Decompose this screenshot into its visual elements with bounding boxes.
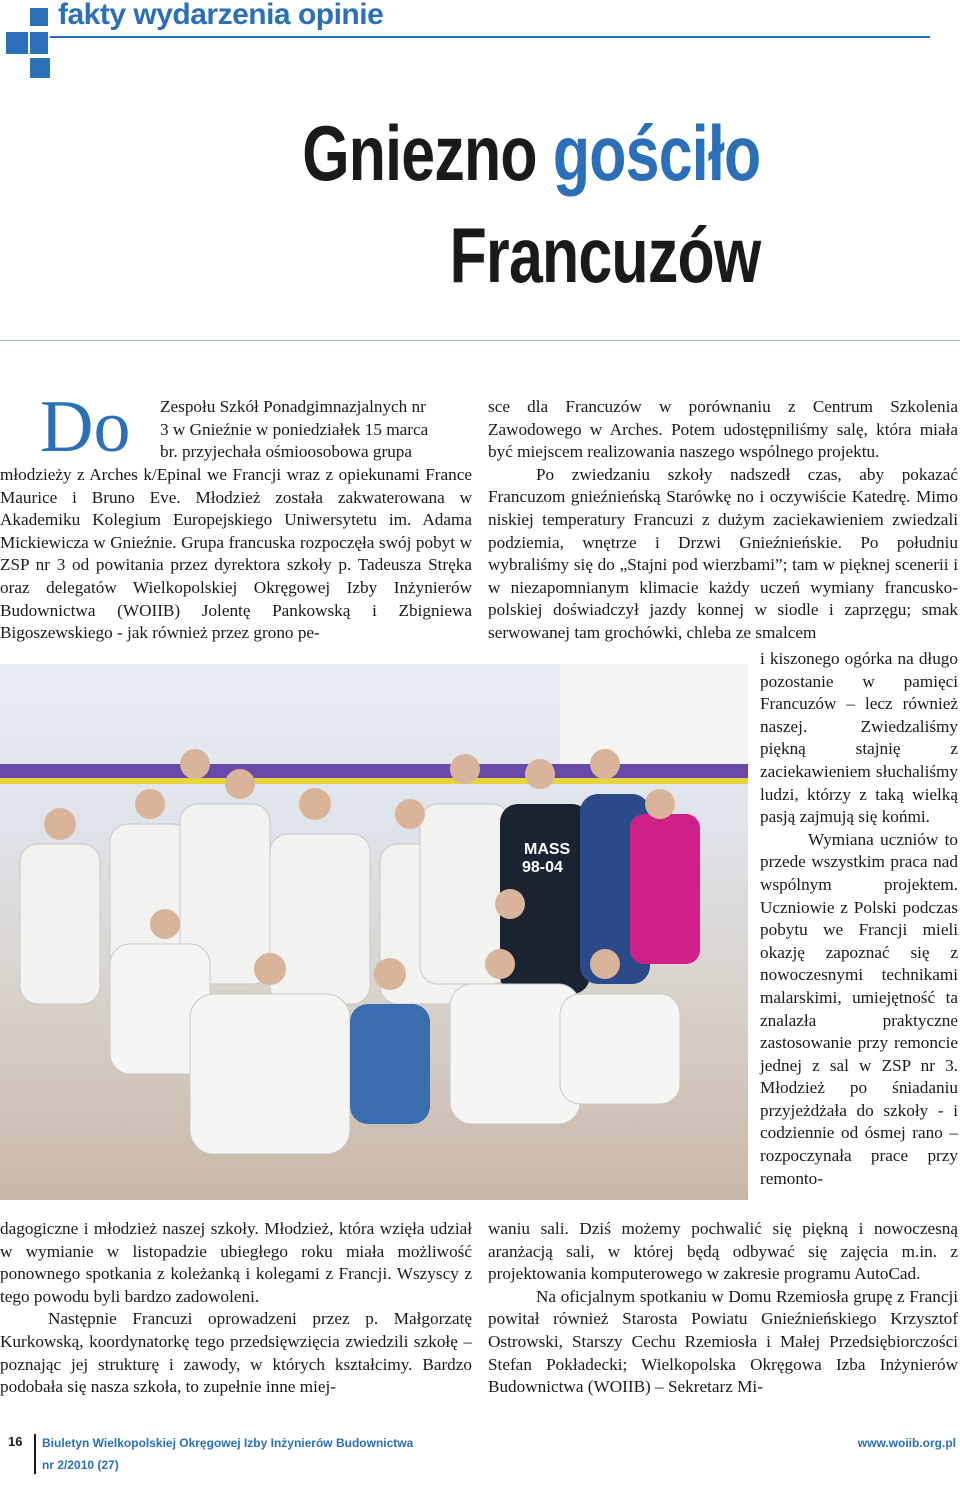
website-link[interactable]: www.woiib.org.pl: [857, 1436, 956, 1450]
lead-paragraph-text: młodzieży z Arches k/Epinal we Francji wraz z opiekunami France Maurice i Bruno Eve. Młodzież została zakwaterowana w Akademiku Kolegium Europejskiego Uniwersytetu im. Adama Mickiewicza w Gnieźnie. Grupa francuska rozpoczęła swój pobyt w ZSP nr 3 od powitania przez dyrektora szkoły p. Tadeusza Stręka oraz delegatów Wielkopolskiej Okręgowej Izby Inżynierów Budownictwa (WOIIB) Jolentę Pankowską i Zbigniewa Bigoszewskiego - jak również przez grono pe-: [0, 465, 472, 643]
lead-lines: [160, 396, 472, 464]
title-rule: [0, 340, 960, 341]
shirt-text-2: 98-04: [522, 859, 563, 876]
shirt-text-1: MASS: [524, 841, 571, 858]
right-top-text: [488, 396, 958, 645]
right-bottom-p1: waniu sali. Dziś możemy pochwalić się piękną i nowoczesną aranżacją sali, w której będą odbywać się zajęcia m.in. z projektowania komputerowego w zakresie programu AutoCad.: [488, 1219, 958, 1284]
left-bottom-text: [0, 1218, 472, 1399]
lead-line-2: 3 w Gnieźnie w poniedziałek 15 marca: [160, 419, 429, 439]
lead-paragraph: [0, 464, 472, 645]
title-word-1: Gniezno: [301, 109, 537, 197]
drop-cap: Do: [40, 386, 131, 468]
right-bottom-p2: Na oficjalnym spotkaniu w Domu Rzemiosła grupę z Francji powitał również Starosta Powiatu Gnieźnieńskiego Krzysztof Ostrowski, Starszy Cechu Rzemiosła i Małej Przedsiębiorczości Stefan Pokładecki; Wielkopolska Okręgowa Izba Inżynierów Budownictwa (WOIIB) – Sekretarz Mi-: [488, 1286, 958, 1397]
page-footer: [0, 1428, 960, 1487]
title-word-3: Francuzów: [449, 211, 760, 299]
lead-line-3: br. przyjechała ośmioosobowa grupa: [160, 442, 413, 462]
lead-line-1: Zespołu Szkół Ponadgimnazjalnych nr: [160, 397, 426, 416]
right-top-p1: sce dla Francuzów w porównaniu z Centrum Szkolenia Zawodowego w Arches. Potem udostępniliśmy salę, która miała być miejscem realizowania naszego wspólnego projektu.: [488, 397, 958, 462]
article-title: [302, 102, 760, 306]
right-top-p2: Po zwiedzaniu szkoły nadszedł czas, aby pokazać Francuzom gnieźnieńską Starówkę no i oczywiście Katedrę. Mimo niskiej temperatury Francuzi z dużym zaciekawieniem zwiedzali podziemia, wnętrze i Drzwi Gnieźnieńskie. Po południu wybraliśmy się do „Stajni pod wierzbami”; tam w pięknej scenerii i w niezapomnianym klimacie każdy uczeń wymiany francusko-polskiej doświadczył jazdy konnej w siodle i zaprzęgu; smak serwowanej tam grochówki, chleba ze smalcem: [488, 464, 958, 642]
title-word-2: gościło: [552, 109, 760, 197]
left-bottom-p1: dagogiczne i młodzież naszej szkoły. Młodzież, która wzięła udział w wymianie w listopadzie ubiegłego roku miała możliwość ponownego spotkania z koleżanką i kolegami z Francji. Wszyscy z tego powodu byli bardzo zadowoleni.: [0, 1219, 472, 1306]
group-photo: [0, 664, 748, 1200]
publication-name: Biuletyn Wielkopolskiej Okręgowej Izby Inżynierów Budownictwa: [42, 1436, 414, 1450]
issue-number: nr 2/2010 (27): [42, 1458, 119, 1472]
section-label: fakty wydarzenia opinie: [58, 0, 384, 31]
footer-divider: [34, 1434, 36, 1474]
page-number: 16: [8, 1434, 23, 1449]
narrow-p1: i kiszonego ogórka na długo pozostanie w pamięci Francuzów – lecz również naszej. Zwiedzaliśmy piękną stajnię z zaciekawieniem słuchaliśmy ludzi, którzy z taką wielką pasją zajmują się końmi.: [760, 649, 958, 827]
left-bottom-p2: Następnie Francuzi oprowadzeni przez p. Małgorzatę Kurkowską, koordynatorkę tego przedsięwzięcia zwiedzili szkołę – poznając jej strukturę i zawody, w których kształcimy. Bardzo podobała się nasza szkoła, to zupełnie inne miej-: [0, 1309, 472, 1397]
header-rule: [50, 36, 930, 38]
section-logo: [0, 0, 56, 86]
right-bottom-text: [488, 1218, 958, 1399]
photo-people: [0, 664, 748, 1200]
narrow-p2: Wymiana uczniów to przede wszystkim praca nad wspólnym projektem. Uczniowie z Polski podczas pobytu we Francji mieli okazję zapoznać się z nowoczesnymi technikami malarskimi, umiejętność ta znalazła praktyczne zastosowanie przy remoncie jednej z sal w ZSP nr 3. Młodzież po śniadaniu przyjeżdżała do szkoły - i codziennie od ósmej rano – rozpoczynała prace przy remonto-: [760, 829, 958, 1188]
narrow-column-text: [760, 648, 958, 1190]
